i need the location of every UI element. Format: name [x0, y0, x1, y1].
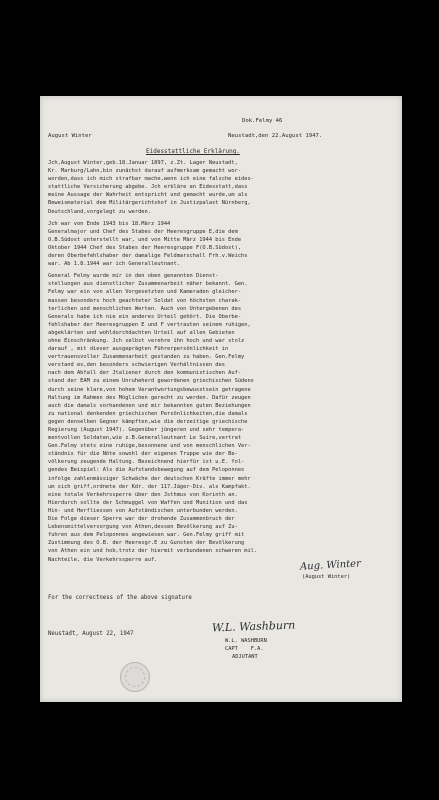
- text-line: Lebensmittelversorgung von Athen,dessen Bevölkerung auf Zu-: [48, 524, 238, 531]
- text-line: von Athen ein und hob,trotz der hiermit verbundenen schweren mil.: [48, 548, 258, 555]
- certifier-signature: W.L. Washburn: [211, 618, 296, 635]
- certifier-role: ADJUTANT: [232, 654, 258, 660]
- text-line: gegen denselben Gegner kämpften,wie die derzeitige griechische: [48, 418, 248, 425]
- text-line: war. Ab 1.8.1944 war ich Generalleutnant.: [48, 261, 180, 268]
- text-line: General Felmy wurde mir in den oben genannten Dienst-: [48, 273, 219, 280]
- text-line: infolge zahlenmässiger Schwäche der deutschen Kräfte immer mehr: [48, 475, 251, 482]
- place-date: Neustadt,den 22.August 1947.: [228, 133, 323, 139]
- text-line: stattliche Versicherung abgebe. Jch erkläre an Eidesstatt,dass: [48, 184, 248, 191]
- text-line: O.B.Südost unterstellt war, und von Mitte März 1944 bis Ende: [48, 236, 242, 243]
- text-line: Beweismaterial dem Militärgerichtshof in Justizpalast Nürnberg,: [48, 200, 251, 207]
- text-line: darauf , mit dieser ausgeprägten Führerpersönlichkeit in: [48, 346, 229, 353]
- text-line: durch seine klare,von hohem Verantwortungsbewusstsein getragene: [48, 386, 251, 393]
- document-body: [48, 159, 388, 564]
- author-name: August Winter: [48, 133, 92, 139]
- text-line: Kr. Marburg/Lahn,bin zunächst darauf aufmerksam gemacht wor-: [48, 168, 242, 175]
- text-line: Generalmajor und Chef des Stabes der Heeresgruppe E,die dem: [48, 228, 238, 235]
- text-line: stellungen aus dienstlicher Zusammenarbeit näher bekannt. Gen.: [48, 281, 248, 288]
- certification-text: For the correctness of the above signature: [48, 595, 192, 601]
- text-line: worden,dass ich mich strafbar mache,wenn ich eine falsche eides-: [48, 176, 254, 183]
- text-line: abgeklärten und wohldurchdachten Urteil auf allen Gebieten: [48, 329, 235, 336]
- text-line: terlichen und menschlichen Werten. Auch von Untergebenen des: [48, 305, 242, 312]
- text-line: Deutschland,vorgelegt zu werden.: [48, 208, 151, 215]
- text-line: mentvollen Soldaten,wie z.B.Generalleutnant Le Suire,vertrat: [48, 435, 242, 442]
- text-line: nach dem Abfall der Jtaliener durch den kommunistischen Auf-: [48, 370, 242, 377]
- text-line: massen besonders hoch geachteter Soldat von höchsten charak-: [48, 297, 242, 304]
- author-signature: Aug. Winter: [299, 558, 362, 573]
- text-line: Jch,August Winter,geb.18.Januar 1897, z.Zt. Lager Neustadt,: [48, 160, 238, 166]
- text-line: Gen.Felmy stets eine ruhige,besonnene und von menschlichen Ver-: [48, 443, 251, 450]
- text-line: ohne Einschränkung. Jch selbst verehre ihn hoch und war stolz: [48, 337, 245, 344]
- certifier-name: W.L. WASHBURN: [225, 638, 267, 644]
- text-line: Generals habe ich nie ein anderes Urteil gehört. Die Oberbe-: [48, 313, 242, 320]
- text-line: Hin- und Herfliessen von Aufständischen unterbunden werden.: [48, 507, 238, 514]
- text-line: Nachteile, die Verkehrssperre auf.: [48, 556, 158, 563]
- certifier-rank: CAPT F.A.: [225, 646, 264, 652]
- text-line: Hierdurch sollte der Schmuggel von Waffen und Munition und das: [48, 499, 248, 506]
- text-line: deren Oberbefehlshaber der damalige Feldmarschall Frh.v.Weichs: [48, 253, 248, 260]
- text-line: Die Folge dieser Sperre war der drohende Zusammenbruch der: [48, 516, 235, 523]
- text-line: meine Aussage der Wahrheit entspricht und gemacht wurde,um als: [48, 192, 248, 199]
- document-title: Eidesstattliche Erklärung.: [146, 148, 240, 155]
- text-line: vertrauensvoller Zusammenarbeit gestanden zu haben. Gen.Felmy: [48, 354, 245, 361]
- document-reference: Dok.Felmy 46: [242, 118, 283, 124]
- text-line: fehlshaber der Heeresgruppen E und F vertrauten seinem ruhigen,: [48, 321, 251, 328]
- text-line: Haltung im Rahmen des Möglichen gerecht zu werden. Dafür zeugen: [48, 394, 251, 401]
- typed-signature: (August Winter): [302, 574, 351, 580]
- text-line: verstand es,den besonders schwierigen Verhältnissen des: [48, 362, 225, 369]
- text-line: Oktober 1944 Chef des Stabes der Heeresgruppe F(O.B.Südost),: [48, 244, 242, 251]
- official-stamp: [120, 662, 150, 692]
- text-line: ständnis für die Nöte sowohl der eigenen Truppe wie der Be-: [48, 451, 238, 458]
- text-line: fuhren aus dem Peloponnes angewiesen war. Gen.Felmy griff mit: [48, 532, 245, 539]
- text-line: Regierung (August 1947). Gegenüber jüngeren und sehr tempera-: [48, 427, 245, 433]
- text-line: gendes Beispiel: Als die Aufstandsbewegung auf dem Peloponnes: [48, 467, 245, 474]
- certification-place-date: Neustadt, August 22, 1947: [48, 631, 134, 637]
- text-line: zu national denkenden griechischen Persönlichkeiten,die damals: [48, 410, 248, 417]
- text-line: Jch war von Ende 1943 bis 18.März 1944: [48, 220, 171, 227]
- text-line: Felmy war ein von allen Vorgesetzten und Kameraden gleicher-: [48, 289, 242, 296]
- text-line: um sich griff,ordnete der Kdr. der 117.Jäger-Div. als Kampfakt.: [48, 483, 251, 490]
- text-line: stand der EAM zu einem Unruheherd gewordenen griechischen Südens: [48, 378, 254, 385]
- text-line: Zustimmung des O.B. der Heeresgr.E zu Gunsten der Bevölkerung: [48, 540, 245, 547]
- text-line: auch die damals vorhandenen und mir bekannten guten Beziehungen: [48, 402, 251, 409]
- text-line: völkerung zeugende Haltung. Bezeichnend hierfür ist u.E. fol-: [48, 459, 245, 466]
- text-line: eine totale Verkehrssperre über den Jsthmus von Korinth an.: [48, 491, 238, 498]
